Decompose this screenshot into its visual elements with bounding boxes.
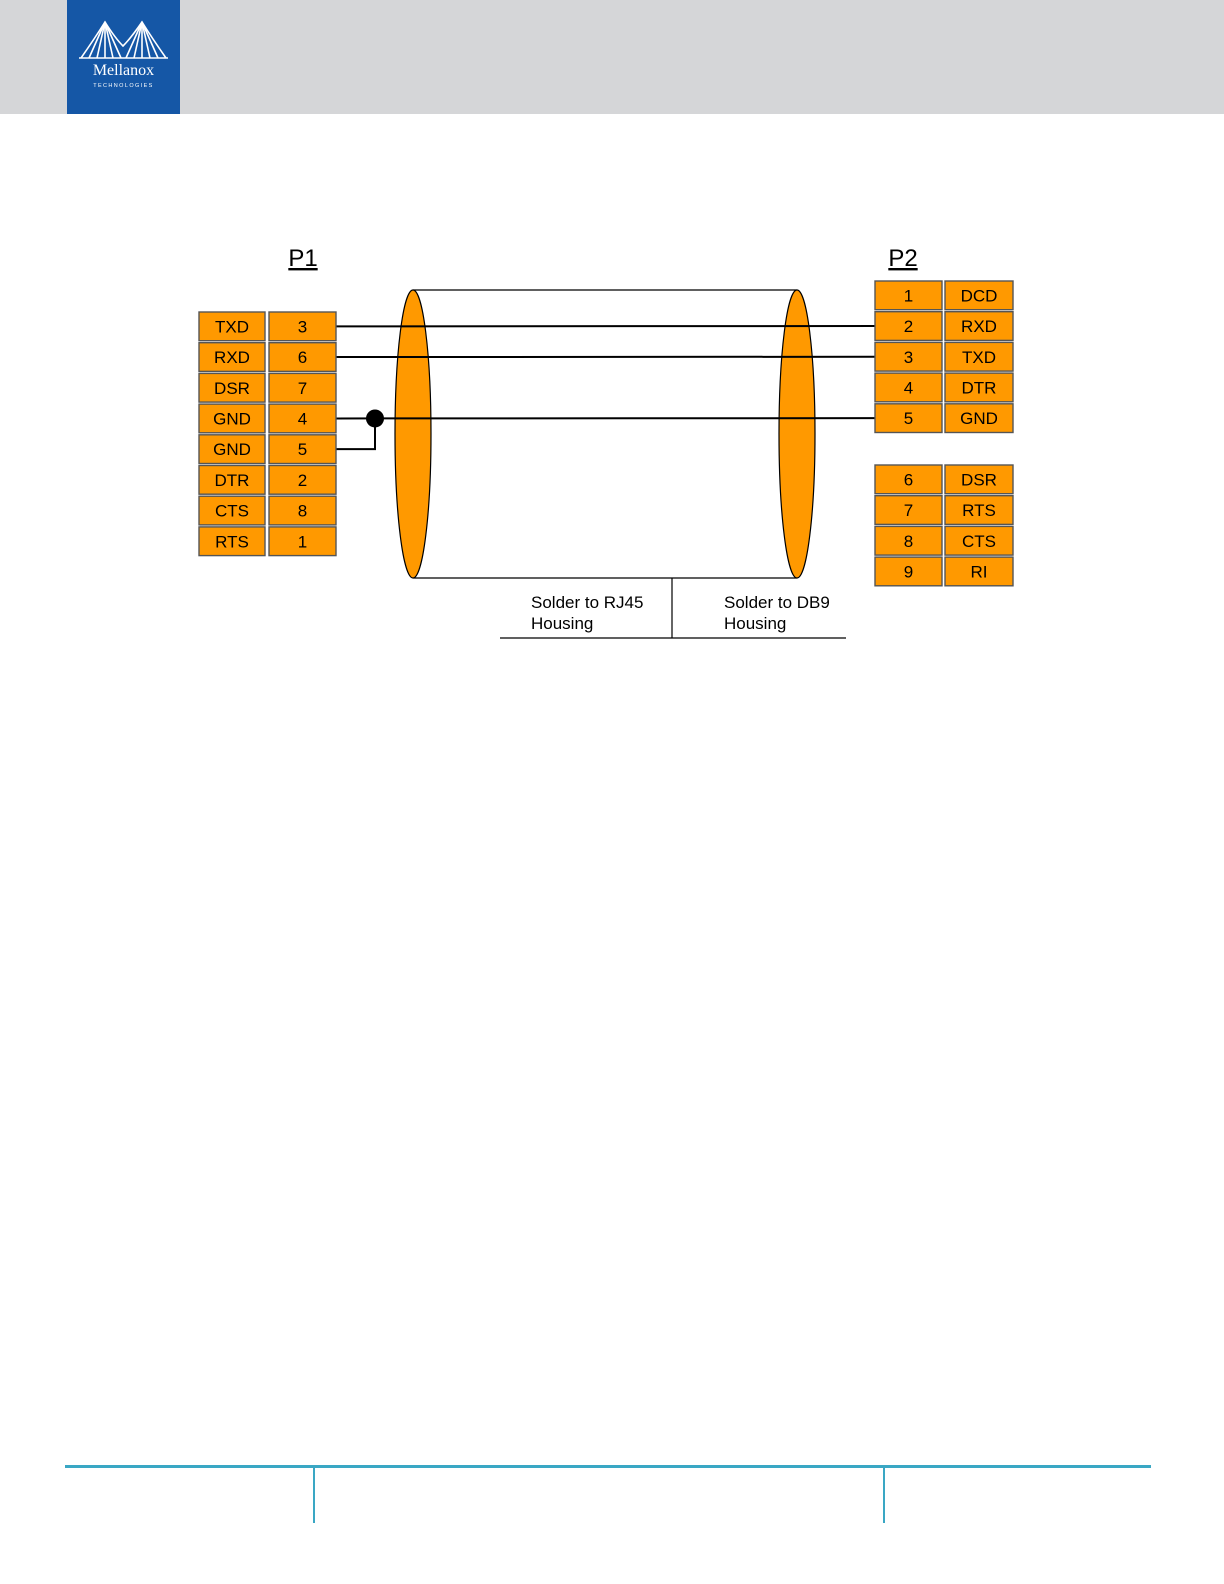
p1-signal-gnd: GND [213,409,251,429]
p2-pin-3: 3 [903,347,914,367]
p2-signal-dcd: DCD [960,286,998,306]
p2-pin-9: 9 [903,562,914,582]
p2-pin-7: 7 [903,501,914,521]
p2-signal-dtr: DTR [961,378,997,398]
note-left-line2: Housing [531,614,594,633]
left-shield-ellipse [395,290,431,578]
p2-title: P2 [888,245,918,272]
p2-signal-txd: TXD [962,347,996,367]
p2-signal-cts: CTS [962,531,996,551]
p2-signal-dsr: DSR [961,470,997,490]
p1-signal-cts: CTS [215,501,249,521]
p1-signal-dsr: DSR [214,378,250,398]
p1-pin-5: 5 [297,440,308,460]
footer-divider-left [313,1468,315,1523]
p2-pin-2: 2 [903,317,914,337]
note-right-line1: Solder to DB9 [724,593,830,612]
p1-title: P1 [288,245,318,272]
p1-pin-8: 8 [297,501,308,521]
footer-rule [65,1465,1151,1468]
p1-signal-dtr: DTR [214,470,250,490]
cable-shield [395,290,815,578]
p1-pin-1: 1 [297,532,308,552]
p1-pin-2: 2 [297,470,308,490]
p1-pin-4: 4 [297,409,308,429]
p2-signal-ri: RI [970,562,988,582]
housing-notes [500,578,846,638]
p1-pin-3: 3 [297,317,308,337]
logo-wordmark: Mellanox [92,62,155,79]
p1-pin-6: 6 [297,348,308,368]
note-right-line2: Housing [724,614,787,633]
p2-signal-rxd: RXD [961,317,997,337]
p1-signal-txd: TXD [215,317,249,337]
junction-dot [366,409,384,427]
p1-pin-7: 7 [297,378,308,398]
p1-connector [199,245,336,556]
p2-connector [875,245,1013,586]
logo-subtitle: TECHNOLOGIES [93,83,154,89]
right-shield-ellipse [779,290,815,578]
p2-pin-4: 4 [903,378,914,398]
footer-divider-right [883,1468,885,1523]
p1-signal-rts: RTS [215,532,249,552]
p2-pin-1: 1 [903,286,914,306]
note-left-line1: Solder to RJ45 [531,593,644,612]
p2-signal-rts: RTS [962,501,996,521]
p2-pin-6: 6 [903,470,914,490]
p1-signal-rxd: RXD [214,348,250,368]
p2-signal-gnd: GND [960,409,998,429]
p2-pin-8: 8 [903,531,914,551]
p1-signal-gnd: GND [213,440,251,460]
p2-pin-5: 5 [903,409,914,429]
